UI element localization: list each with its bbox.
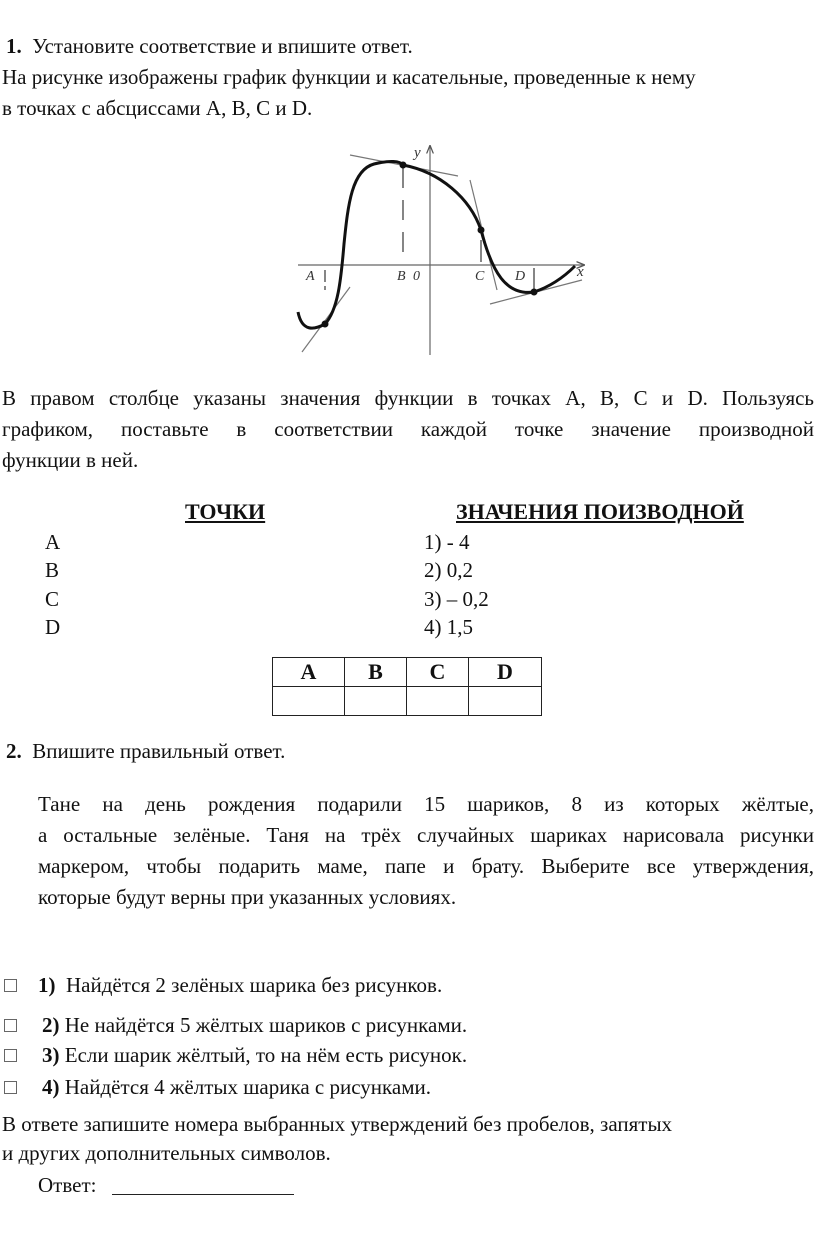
value-item: 2) 0,2: [424, 558, 473, 582]
point-c: [478, 227, 485, 234]
option-1-checkbox[interactable]: [4, 979, 17, 992]
option-4-checkbox[interactable]: [4, 1081, 17, 1094]
option-2: [42, 1010, 467, 1040]
task1-intro-line2: в точках с абсциссами A, B, C и D.: [2, 96, 313, 120]
task2-title: Впишите правильный ответ.: [32, 739, 286, 763]
task2-number: 2.: [6, 739, 22, 763]
option-1-text: Найдётся 2 зелёных шарика без рисунков.: [66, 973, 443, 997]
function-graph: [296, 140, 592, 360]
task2-para-line1: Тане на день рождения подарили 15 шариков, 8 из которых жёлтые,: [38, 792, 814, 816]
task2-para-line3: маркером, чтобы подарить маме, папе и брату. Выберите все утверждения,: [38, 854, 814, 878]
point-b: [400, 162, 407, 169]
label-b: B: [397, 269, 406, 284]
option-1-number: 1): [38, 973, 56, 997]
label-a: A: [306, 269, 315, 284]
option-3-number: 3): [42, 1043, 60, 1067]
task2-footer-line2: и других дополнительных символов.: [2, 1141, 331, 1165]
answer-table-input-row: [273, 687, 542, 716]
option-2-text: Не найдётся 5 жёлтых шариков с рисунками.: [64, 1013, 468, 1037]
answer-table: [272, 657, 542, 716]
values-header: ЗНАЧЕНИЯ ПОИЗВОДНОЙ: [456, 499, 744, 524]
task1-desc-line2: графиком, поставьте в соответствии каждой точке значение производной: [2, 417, 814, 441]
option-4: [42, 1072, 431, 1102]
answer-cell-d[interactable]: [469, 687, 542, 716]
point-a: [322, 321, 329, 328]
point-d: [531, 289, 538, 296]
label-y: y: [414, 145, 421, 161]
answer-label: Ответ:: [38, 1173, 97, 1197]
answer-input-line[interactable]: [112, 1194, 294, 1195]
answer-cell-b[interactable]: [345, 687, 407, 716]
value-item: 4) 1,5: [424, 615, 473, 639]
task1-desc-line3: функции в ней.: [2, 448, 139, 472]
answer-header-d: D: [469, 658, 542, 687]
task1-heading: [6, 31, 413, 61]
option-2-number: 2): [42, 1013, 60, 1037]
task1-intro-line1: На рисунке изображены график функции и касательные, проведенные к нему: [2, 65, 696, 89]
value-item: 1) - 4: [424, 530, 470, 554]
label-c: C: [475, 269, 485, 284]
value-item: 3) – 0,2: [424, 587, 489, 611]
point-item: C: [45, 587, 60, 611]
tangent-a: [302, 287, 350, 352]
task2-para-line4: которые будут верны при указанных условиях.: [38, 885, 457, 909]
point-item: A: [45, 530, 61, 554]
answer-header-b: B: [345, 658, 407, 687]
point-item: B: [45, 558, 60, 582]
points-header: ТОЧКИ: [185, 499, 266, 524]
option-1: [38, 970, 442, 1000]
task2-footer-line1: В ответе запишите номера выбранных утверждений без пробелов, запятых: [2, 1112, 673, 1136]
option-2-checkbox[interactable]: [4, 1019, 17, 1032]
option-3-text: Если шарик жёлтый, то на нём есть рисунок.: [64, 1043, 468, 1067]
option-3-checkbox[interactable]: [4, 1049, 17, 1062]
answer-cell-a[interactable]: [273, 687, 345, 716]
label-d: D: [515, 269, 526, 284]
option-3: [42, 1040, 467, 1070]
task2-para-line2: а остальные зелёные. Таня на трёх случайных шариках нарисовала рисунки: [38, 823, 814, 847]
answer-cell-c[interactable]: [407, 687, 469, 716]
answer-table-header-row: [273, 658, 542, 687]
task1-number: 1.: [6, 34, 22, 58]
label-x: x: [577, 264, 584, 280]
answer-header-c: C: [407, 658, 469, 687]
task1-title: Установите соответствие и впишите ответ.: [32, 34, 413, 58]
function-curve: [298, 161, 575, 328]
option-4-number: 4): [42, 1075, 60, 1099]
point-item: D: [45, 615, 61, 639]
answer-header-a: A: [273, 658, 345, 687]
task2-heading: [6, 736, 285, 766]
option-4-text: Найдётся 4 жёлтых шарика с рисунками.: [64, 1075, 431, 1099]
task1-desc-line1: В правом столбце указаны значения функции в точках A, B, C и D. Пользуясь: [2, 386, 814, 410]
label-zero: 0: [413, 269, 420, 284]
